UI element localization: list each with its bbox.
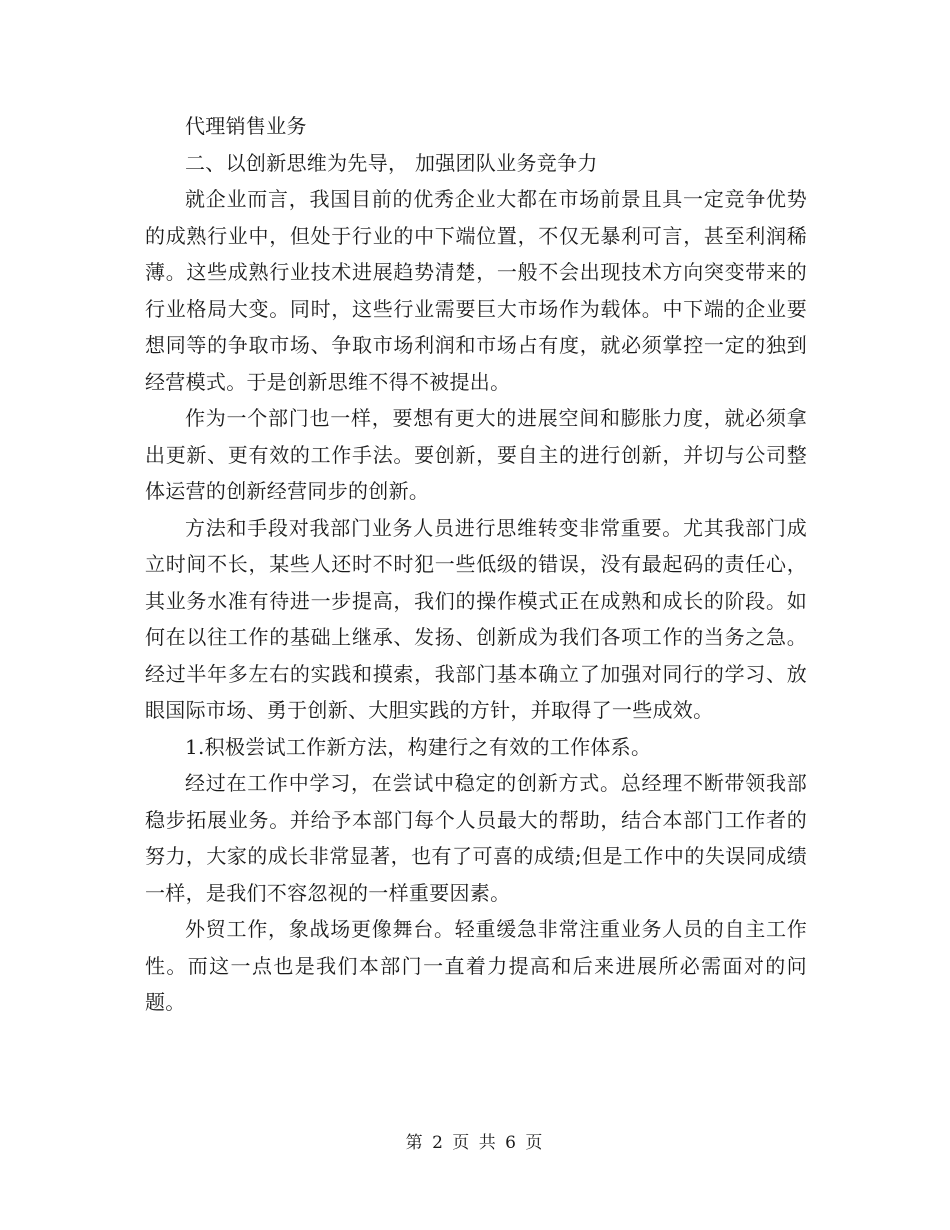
paragraph-agency-sales: 代理销售业务 — [185, 114, 307, 138]
subheading-new-methods: 1.积极尝试工作新方法，构建行之有效的工作体系。 — [185, 734, 652, 759]
paragraph-learning: 经过在工作中学习，在尝试中稳定的创新方式。总经理不断带领我部稳步拓展业务。并给予本部门每个人员最大的帮助，结合本部门工作者的努力，大家的成长非常显著，也有了可喜的成绩;但是工作中的失误同成绩一样，是我们不容忽视的一样重要因素。 — [145, 771, 807, 905]
paragraph-methods: 方法和手段对我部门业务人员进行思维转变非常重要。尤其我部门成立时间不长，某些人还时不时犯一些低级的错误，没有最起码的责任心，其业务水准有待进一步提高，我们的操作模式正在成熟和成长的阶段。如何在以往工作的基础上继承、发扬、创新成为我们各项工作的当务之急。经过半年多左右的实践和摸索，我部门基本确立了加强对同行的学习、放眼国际市场、勇于创新、大胆实践的方针，并取得了一些成效。 — [145, 515, 807, 722]
paragraph-enterprise: 就企业而言，我国目前的优秀企业大都在市场前景且具一定竞争优势的成熟行业中，但处于行业的中下端位置，不仅无暴利可言，甚至利润稀薄。这些成熟行业技术进展趋势清楚，一般不会出现技术方向突变带来的行业格局大变。同时，这些行业需要巨大市场作为载体。中下端的企业要想同等的争取市场、争取市场利润和市场占有度，就必须掌控一定的独到经营模式。于是创新思维不得不被提出。 — [145, 187, 807, 394]
page-number-footer: 第 2 页 共 6 页 — [405, 1133, 545, 1153]
paragraph-foreign-trade: 外贸工作，象战场更像舞台。轻重缓急非常注重业务人员的自主工作性。而这一点也是我们本部门一直着力提高和后来进展所必需面对的问题。 — [145, 917, 807, 1014]
document-body — [145, 108, 807, 1021]
paragraph-department: 作为一个部门也一样，要想有更大的进展空间和膨胀力度，就必须拿出更新、更有效的工作手法。要创新，要自主的进行创新，并切与公司整体运营的创新经营同步的创新。 — [145, 406, 807, 503]
section-heading-innovation: 二、以创新思维为先导， 加强团队业务竞争力 — [185, 150, 598, 175]
